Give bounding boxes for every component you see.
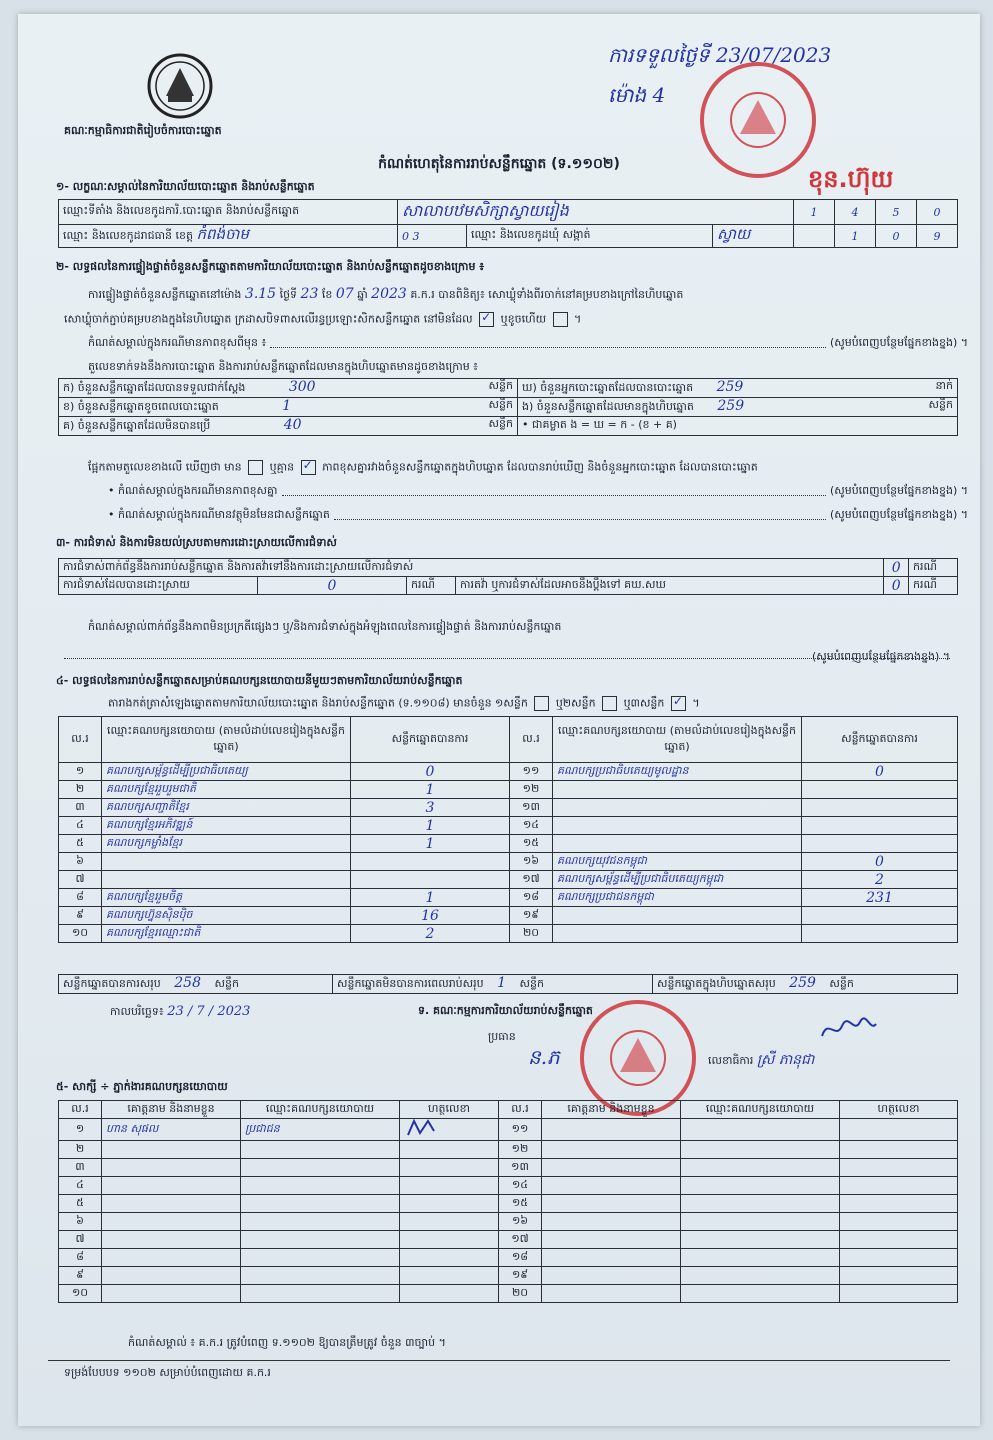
section2-title: ២- លទ្ធផលនៃការផ្ទៀងផ្ទាត់ចំនួនសន្លឹកឆ្នោតតាមការិយាល័យបោះឆ្នោត និងរាប់សន្លឹកឆ្នោតដូចខាងក្រោម ៖: [56, 260, 485, 273]
s4-row-party: គណបក្សយុវជនកម្ពុជា: [553, 853, 802, 871]
s1-row1-code-3: 5: [876, 200, 917, 225]
s5-row-party: [241, 1249, 400, 1267]
s4-col-votes-left: សន្លឹកឆ្នោតបានការ: [351, 717, 510, 763]
table-row: [59, 1195, 958, 1213]
s4-row-party: គណបក្សសម្ព័ន្ធដើម្បីប្រជាធិបតេយ្យ: [102, 763, 351, 781]
s2-cell-in-box: ង) ចំនួនសន្លឹកឆ្នោតដែលមានក្នុងហិបឆ្នោត 259 សន្លឹក: [518, 398, 958, 417]
table-row: [59, 799, 958, 817]
s4-row-no: ៥: [59, 835, 102, 853]
s4-row-party: គណបក្សសញ្ជាតិខ្មែរ: [102, 799, 351, 817]
s2-year: 2023: [371, 286, 407, 302]
s1-commune-code-2: 0: [876, 225, 917, 248]
s5-row-sign: [400, 1249, 499, 1267]
s5-row-no: ៤: [59, 1177, 102, 1195]
table-row: [59, 1231, 958, 1249]
s5-row-name: [102, 1195, 241, 1213]
s5-row-name: [542, 1267, 681, 1285]
s4-chair-label: ប្រធាន: [488, 1030, 516, 1043]
s4-row-no: ១២: [510, 781, 553, 799]
table-row: [59, 889, 958, 907]
form-title: កំណត់ហេតុនៃការរាប់សន្លឹកឆ្នោត (ទ.១១០២): [378, 156, 620, 172]
s5-row-party: [681, 1195, 840, 1213]
s5-row-sign: [840, 1177, 958, 1195]
s2-time: 3.15: [244, 286, 277, 302]
s5-row-name: [102, 1141, 241, 1159]
s5-row-name: ហាន សុផល: [102, 1119, 241, 1141]
difference-yes-checkbox[interactable]: [248, 460, 263, 475]
s5-row-name: [542, 1119, 681, 1141]
s4-row-votes: 1: [351, 817, 510, 835]
org-name: គណៈកម្មាធិការជាតិរៀបចំការបោះឆ្នោត: [64, 124, 222, 137]
s4-date-value: 23 / 7 / 2023: [167, 1004, 251, 1019]
s3-note: កំណត់សម្គាល់ពាក់ព័ន្ធនឹងភាពមិនប្រក្រតីផ្សេងៗ ឬ/និងការជំទាស់ក្នុងអំឡុងពេលនៃការផ្ទៀងផ្ទាត់ និងការរាប់សន្លឹកឆ្នោត: [88, 620, 562, 633]
table-row: [59, 781, 958, 799]
s4-row-votes: [351, 871, 510, 889]
s5-row-sign: [840, 1267, 958, 1285]
s4-row-no: ៣: [59, 799, 102, 817]
s4-col-party-right: ឈ្មោះគណបក្សនយោបាយ (តាមលំដាប់លេខរៀងក្នុងសន្លឹកឆ្នោត): [553, 717, 802, 763]
s5-row-no: ២០: [499, 1285, 542, 1303]
s5-row-sign: [400, 1267, 499, 1285]
s1-province-code: 0 3: [398, 225, 467, 248]
s4-row-party: គណបក្សប្រជាជនកម្ពុជា: [553, 889, 802, 907]
s5-row-sign: [400, 1119, 499, 1141]
s4-row-votes: [351, 853, 510, 871]
s4-row-votes: [802, 907, 958, 925]
s5-row-party: [241, 1213, 400, 1231]
s5-row-no: ១១: [499, 1119, 542, 1141]
s4-row-votes: 1: [351, 835, 510, 853]
s5-row-party: [681, 1141, 840, 1159]
s5-row-name: [102, 1213, 241, 1231]
s5-row-party: [241, 1231, 400, 1249]
s5-row-sign: [400, 1285, 499, 1303]
s4-row-votes: 231: [802, 889, 958, 907]
s5-row-no: ១៣: [499, 1159, 542, 1177]
s2-note-row: កំណត់សម្គាល់ក្នុងករណីមានភាពខុសពីមុន ៖ (សូមបំពេញបន្ថែមផ្នែកខាងខ្នង) ។: [88, 336, 968, 349]
s2-line2: សោឃ្លុំចាក់ភ្ជាប់គម្របខាងក្នុងនៃហិបឆ្នោត ក្រដាសបិទពាសលើរន្ធប្រឡោះសិកសន្លឹកឆ្នោត នៅមិនដែល ✓ ឬខូចហើយ ។: [64, 312, 581, 329]
s4-row-party: គណបក្សកម្លាំងខ្មែរ: [102, 835, 351, 853]
s5-row-no: ៨: [59, 1249, 102, 1267]
s5-row-party: [681, 1267, 840, 1285]
s5-row-sign: [840, 1285, 958, 1303]
s5-row-no: ១៥: [499, 1195, 542, 1213]
s5-row-party: [681, 1159, 840, 1177]
table-row: [59, 925, 958, 943]
s5-row-name: [542, 1159, 681, 1177]
s4-total-valid: សន្លឹកឆ្នោតបានការសរុប 258 សន្លឹក: [59, 975, 333, 994]
s4-row-party: គណបក្សសម្ព័ន្ធដើម្បីប្រជាធិបតេយ្យកម្ពុជា: [553, 871, 802, 889]
table-row: [59, 1249, 958, 1267]
table-row: [59, 1159, 958, 1177]
s5-col-no-right: ល.រ: [499, 1101, 542, 1119]
seal-broken-checkbox[interactable]: [553, 312, 568, 327]
table-row: [59, 1177, 958, 1195]
s5-row-name: [542, 1249, 681, 1267]
s1-province-value: កំពង់ចាម: [196, 225, 249, 243]
s4-row-party: [553, 835, 802, 853]
s5-row-no: ១: [59, 1119, 102, 1141]
table-row: [59, 871, 958, 889]
s1-commune-code-1: 1: [835, 225, 876, 248]
s4-row-votes: 3: [351, 799, 510, 817]
table-row: [59, 763, 958, 781]
s5-row-no: ២: [59, 1141, 102, 1159]
s4-row-votes: 2: [802, 871, 958, 889]
s4-row-votes: [802, 781, 958, 799]
s4-row-votes: 1: [351, 889, 510, 907]
s2-cell-received: ក) ចំនួនសន្លឹកឆ្នោតដែលបានទទួលជាក់ស្តែង 300 សន្លឹក: [59, 379, 518, 398]
witness-signature: [404, 1119, 444, 1137]
s5-row-name: [542, 1177, 681, 1195]
s5-row-sign: [840, 1159, 958, 1177]
s5-row-name: [102, 1249, 241, 1267]
s4-row-votes: [802, 835, 958, 853]
s4-row-party: គណបក្សប្រជាធិបតេយ្យមូលដ្ឋាន: [553, 763, 802, 781]
s5-row-name: [542, 1141, 681, 1159]
s5-row-name: [102, 1177, 241, 1195]
s5-row-sign: [840, 1213, 958, 1231]
sheets-3-checkbox[interactable]: [671, 696, 686, 711]
handwritten-received-time: ម៉ោង 4: [608, 83, 666, 107]
s5-row-sign: [400, 1159, 499, 1177]
table-row: [59, 907, 958, 925]
s3-r1-value: 0: [884, 559, 909, 577]
s5-row-party: [241, 1285, 400, 1303]
s5-row-party: [241, 1195, 400, 1213]
table-row: [59, 1285, 958, 1303]
s2-line4: ផ្អែកតាមតួលេខខាងលើ ឃើញថា មាន ឬគ្មាន ✓ ភាពខុសគ្នារវាងចំនួនសន្លឹកឆ្នោតក្នុងហិបឆ្នោត ដែលបានរាប់ឃើញ និងចំនួនអ្នកបោះឆ្នោត ដែលបានបោះឆ្នោត: [88, 460, 758, 477]
s5-row-name: [542, 1213, 681, 1231]
s5-row-party: [241, 1141, 400, 1159]
s4-row-votes: 1: [351, 781, 510, 799]
s5-row-no: ៥: [59, 1195, 102, 1213]
section5-title: ៥- សាក្សី ÷ ភ្នាក់ងារគណបក្សនយោបាយ: [56, 1080, 228, 1093]
s3-r2b-value: 0: [884, 577, 909, 595]
s4-results-table: [58, 716, 958, 943]
difference-no-checkbox[interactable]: [301, 460, 316, 475]
s4-chair-sign: ន.ភ: [528, 1045, 560, 1069]
s5-row-no: ១៤: [499, 1177, 542, 1195]
s4-row-party: គណបក្សខ្មែរអភិវឌ្ឍន៍: [102, 817, 351, 835]
s4-row-no: ១០: [59, 925, 102, 943]
s4-row-no: ១៦: [510, 853, 553, 871]
form-sheet: [18, 14, 980, 1426]
s3-fill-hint: (សូមបំពេញបន្ថែមផ្នែកខាងខ្នង) ។: [811, 650, 950, 663]
s1-row1-code-4: 0: [917, 200, 958, 225]
s4-committee: ទ. គណៈកម្មការការិយាល័យរាប់សន្លឹកឆ្នោត: [418, 1004, 593, 1017]
s5-row-sign: [840, 1249, 958, 1267]
s4-row-votes: [802, 925, 958, 943]
s2-cell-voters: ឃ) ចំនួនអ្នកបោះឆ្នោតដែលបានបោះឆ្នោត 259 នាក់: [518, 379, 958, 398]
s5-row-sign: [400, 1141, 499, 1159]
s5-row-sign: [400, 1213, 499, 1231]
s4-row-party: [553, 799, 802, 817]
s5-row-party: [681, 1213, 840, 1231]
s5-row-party: [681, 1119, 840, 1141]
s4-total-invalid: សន្លឹកឆ្នោតមិនបានការពេលរាប់សរុប 1 សន្លឹក: [332, 975, 652, 994]
s5-row-party: [241, 1177, 400, 1195]
s4-row-no: ១៨: [510, 889, 553, 907]
s4-row-party: [553, 781, 802, 799]
s5-row-party: [681, 1249, 840, 1267]
s5-row-no: ១៨: [499, 1249, 542, 1267]
s2-bullet1: • កំណត់សម្គាល់ក្នុងករណីមានភាពខុសគ្នា (សូមបំពេញបន្ថែមផ្នែកខាងខ្នង) ។: [108, 484, 968, 497]
table-row: [59, 1141, 958, 1159]
s5-row-party: [681, 1285, 840, 1303]
s4-col-votes-right: សន្លឹកឆ្នោតបានការ: [802, 717, 958, 763]
s2-cell-formula: • ជាគម្លាត ង = ឃ = ក - (ខ + គ): [518, 417, 958, 436]
s5-row-party: [681, 1177, 840, 1195]
s5-footnote: កំណត់សម្គាល់ ៖ គ.ក.រ ត្រូវបំពេញ ទ.១១០២ ឱ្យបានត្រឹមត្រូវ ចំនួន ៣ច្បាប់ ។: [128, 1336, 446, 1349]
s4-row-votes: 0: [802, 853, 958, 871]
s5-row-sign: [400, 1195, 499, 1213]
s5-row-no: ៧: [59, 1231, 102, 1249]
s5-col-no-left: ល.រ: [59, 1101, 102, 1119]
s4-row-party: [102, 871, 351, 889]
s4-row-party: គណបក្សខ្មែររួបរួមជាតិ: [102, 781, 351, 799]
s4-row-no: ២: [59, 781, 102, 799]
s5-row-sign: [840, 1195, 958, 1213]
s4-row-party: [553, 925, 802, 943]
s4-row-no: ១១: [510, 763, 553, 781]
s4-row-votes: 16: [351, 907, 510, 925]
s4-col-party-left: ឈ្មោះគណបក្សនយោបាយ (តាមលំដាប់លេខរៀងក្នុងសន្លឹកឆ្នោត): [102, 717, 351, 763]
s2-cell-unused: គ) ចំនួនសន្លឹកឆ្នោតដែលមិនបានប្រើ 40 សន្លឹក: [59, 417, 518, 436]
s5-col-party-right: ឈ្មោះគណបក្សនយោបាយ: [681, 1101, 840, 1119]
s3-r2b-label: ការតវ៉ា ឬការជំទាស់ដែលអាចនឹងប្តឹងទៅ គឃ.សឃ: [456, 577, 884, 595]
s2-cell-spoiled: ខ) ចំនួនសន្លឹកឆ្នោតខូចពេលបោះឆ្នោត 1 សន្លឹក: [59, 398, 518, 417]
section4-title: ៤- លទ្ធផលនៃការរាប់សន្លឹកឆ្នោតសម្រាប់គណបក្សនយោបាយនីមួយៗតាមការិយាល័យរាប់សន្លឹកឆ្នោត: [56, 674, 463, 687]
s4-row-party: គណបក្សខ្មែរឈ្មោះជាតិ: [102, 925, 351, 943]
s5-col-sign-left: ហត្ថលេខា: [400, 1101, 499, 1119]
s4-row-votes: [802, 817, 958, 835]
s2-line1: ការផ្ទៀងផ្ទាត់ចំនួនសន្លឹកឆ្នោតនៅម៉ោង 3.15 ថ្ងៃទី 23 ខែ 07 ឆ្នាំ 2023 គ.ក.រ បានពិនិត្យ៖ សោឃ្លុំទាំងពីរចាក់នៅគម្របខាងក្រៅនៃហិបឆ្នោត: [88, 286, 684, 302]
section3-table: ការជំទាស់ពាក់ព័ន្ធនឹងការរាប់សន្លឹកឆ្នោត និងការតវ៉ាទៅនឹងការដោះស្រាយលើការជំទាស់ 0 ករណី ការជំទាស់ដែលបានដោះស្រាយ 0 ករណី ការតវ៉ា ឬការជំទាស់ដែលអាចនឹងប្តឹងទៅ គឃ.សឃ 0 ករណី: [58, 558, 958, 595]
s4-row-votes: 0: [802, 763, 958, 781]
s4-row-no: ៧: [59, 871, 102, 889]
sheets-1-checkbox[interactable]: [534, 696, 549, 711]
s5-row-no: ៩: [59, 1267, 102, 1285]
s1-commune-code-3: 9: [917, 225, 958, 248]
stamp-name: ខុន.ហ៊ុយ: [808, 165, 894, 193]
s5-row-party: [681, 1231, 840, 1249]
s4-row-party: [553, 817, 802, 835]
s4-secretary: លេខាធិការ ស្រី ភានុជា: [708, 1052, 815, 1068]
s3-r2a-value: 0: [258, 577, 407, 595]
s4-row-votes: 2: [351, 925, 510, 943]
s1-row2-label: ឈ្មោះ និងលេខកូដរាជធានី ខេត្ត កំពង់ចាម: [59, 225, 398, 248]
s4-col-no-right: ល.រ: [510, 717, 553, 763]
s5-row-no: ១៦: [499, 1213, 542, 1231]
s4-row-no: ១៣: [510, 799, 553, 817]
s4-row-party: [553, 907, 802, 925]
s5-row-party: [241, 1267, 400, 1285]
s1-row1-label: ឈ្មោះទីតាំង និងលេខកូដការិ.បោះឆ្នោត និងរាប់សន្លឹកឆ្នោត: [59, 200, 398, 225]
s1-row1-value: សាលាបឋមសិក្សាស្វាយរៀង: [398, 200, 794, 225]
s4-row-no: ១៤: [510, 817, 553, 835]
table-row: [59, 853, 958, 871]
s5-row-no: ១៧: [499, 1231, 542, 1249]
s5-row-name: [102, 1267, 241, 1285]
s4-row-party: គណបក្សខ្មែររួមចិត្ត: [102, 889, 351, 907]
s1-row1-code-2: 4: [835, 200, 876, 225]
s5-col-sign-right: ហត្ថលេខា: [840, 1101, 958, 1119]
table-row: [59, 1213, 958, 1231]
section3-title: ៣- ការជំទាស់ និងការមិនយល់ស្របតាមការដោះស្រាយលើការជំទាស់: [56, 536, 337, 549]
s5-col-name-right: គោត្តនាម និងនាមខ្លួន: [542, 1101, 681, 1119]
secretary-signature: [818, 1014, 878, 1048]
s5-col-name-left: គោត្តនាម និងនាមខ្លួន: [102, 1101, 241, 1119]
s4-totals-table: [58, 974, 958, 994]
sheets-2-checkbox[interactable]: [602, 696, 617, 711]
s2-bullet2: • កំណត់សម្គាល់ក្នុងករណីមានវត្ថុមិនមែនជាសន្លឹកឆ្នោត (សូមបំពេញបន្ថែមផ្នែកខាងខ្នង) ។: [108, 508, 968, 521]
section1-title: ១- លក្ខណៈសម្គាល់នៃការិយាល័យបោះឆ្នោត និងរាប់សន្លឹកឆ្នោត: [56, 180, 315, 193]
s5-row-no: ៦: [59, 1213, 102, 1231]
s2-day: 23: [300, 286, 319, 302]
s4-row-party: [102, 853, 351, 871]
s4-row-no: ១៥: [510, 835, 553, 853]
s5-row-sign: [840, 1231, 958, 1249]
s5-row-no: ១៩: [499, 1267, 542, 1285]
s4-date: កាលបរិច្ឆេទ៖ 23 / 7 / 2023: [110, 1004, 251, 1019]
seal-intact-checkbox[interactable]: [479, 312, 494, 327]
s4-row-no: ២០: [510, 925, 553, 943]
s5-row-name: [542, 1285, 681, 1303]
s5-row-no: ១០: [59, 1285, 102, 1303]
table-row: [59, 1267, 958, 1285]
s4-intro: តារាងកត់ត្រាសំឡេងឆ្នោតតាមការិយាល័យបោះឆ្នោត និងរាប់សន្លឹកឆ្នោត (ទ.១១០៨) មានចំនួន ១សន្លឹក ឬ២សន្លឹក ឬ៣សន្លឹក ✓ ។: [108, 696, 700, 713]
s5-col-party-left: ឈ្មោះគណបក្សនយោបាយ: [241, 1101, 400, 1119]
s5-footer: ទម្រង់បែបបទ ១១០២ សម្រាប់បំពេញដោយ គ.ក.រ: [64, 1366, 271, 1379]
nec-emblem-icon: [146, 52, 214, 120]
s5-row-name: [102, 1231, 241, 1249]
s4-row-no: ១: [59, 763, 102, 781]
s5-row-name: [102, 1285, 241, 1303]
s2-line3: តួលេខទាក់ទងនឹងការបោះឆ្នោត និងការរាប់សន្លឹកឆ្នោតដែលមានក្នុងហិបឆ្នោតមានដូចខាងក្រោម ៖: [88, 360, 479, 373]
s4-row-no: ៦: [59, 853, 102, 871]
s4-row-party: គណបក្សហ្វ៊ុនស៊ិនប៉ិច: [102, 907, 351, 925]
s5-row-party: ប្រជាជន: [241, 1119, 400, 1141]
s5-row-no: ៣: [59, 1159, 102, 1177]
table-row: [59, 835, 958, 853]
s4-row-no: ១៩: [510, 907, 553, 925]
s4-row-votes: 0: [351, 763, 510, 781]
s5-witness-table: [58, 1100, 958, 1303]
s4-row-no: ១៧: [510, 871, 553, 889]
s4-row-no: ៨: [59, 889, 102, 907]
s3-r1-label: ការជំទាស់ពាក់ព័ន្ធនឹងការរាប់សន្លឹកឆ្នោត និងការតវ៉ាទៅនឹងការដោះស្រាយលើការជំទាស់: [59, 559, 884, 577]
s4-secretary-name: ស្រី ភានុជា: [756, 1052, 815, 1068]
s5-row-sign: [400, 1231, 499, 1249]
s5-row-no: ១២: [499, 1141, 542, 1159]
s5-row-party: [241, 1159, 400, 1177]
s5-row-name: [542, 1195, 681, 1213]
s5-row-sign: [400, 1177, 499, 1195]
s4-row-no: ៩: [59, 907, 102, 925]
s4-row-no: ៤: [59, 817, 102, 835]
s4-total-box: សន្លឹកឆ្នោតក្នុងហិបឆ្នោតសរុប 259 សន្លឹក: [652, 975, 957, 994]
s5-row-sign: [840, 1119, 958, 1141]
official-seal-bottom: [580, 1000, 696, 1116]
table-row: [59, 1119, 958, 1141]
s3-r2a-label: ការជំទាស់ដែលបានដោះស្រាយ: [59, 577, 258, 595]
handwritten-received-date: ការទទួលថ្ងៃទី 23/07/2023: [608, 43, 832, 67]
s5-row-name: [542, 1231, 681, 1249]
s5-row-sign: [840, 1141, 958, 1159]
s4-row-votes: [802, 799, 958, 817]
s5-row-name: [102, 1159, 241, 1177]
s2-month: 07: [335, 286, 354, 302]
section1-table: [58, 199, 958, 248]
s1-commune-label: ឈ្មោះ និងលេខកូដឃុំ សង្កាត់: [467, 225, 713, 248]
table-row: [59, 817, 958, 835]
s4-col-no-left: ល.រ: [59, 717, 102, 763]
s2-figures-table: [58, 378, 958, 436]
s1-row1-code-1: 1: [794, 200, 835, 225]
s1-commune-value: ស្វាយ: [712, 225, 793, 248]
